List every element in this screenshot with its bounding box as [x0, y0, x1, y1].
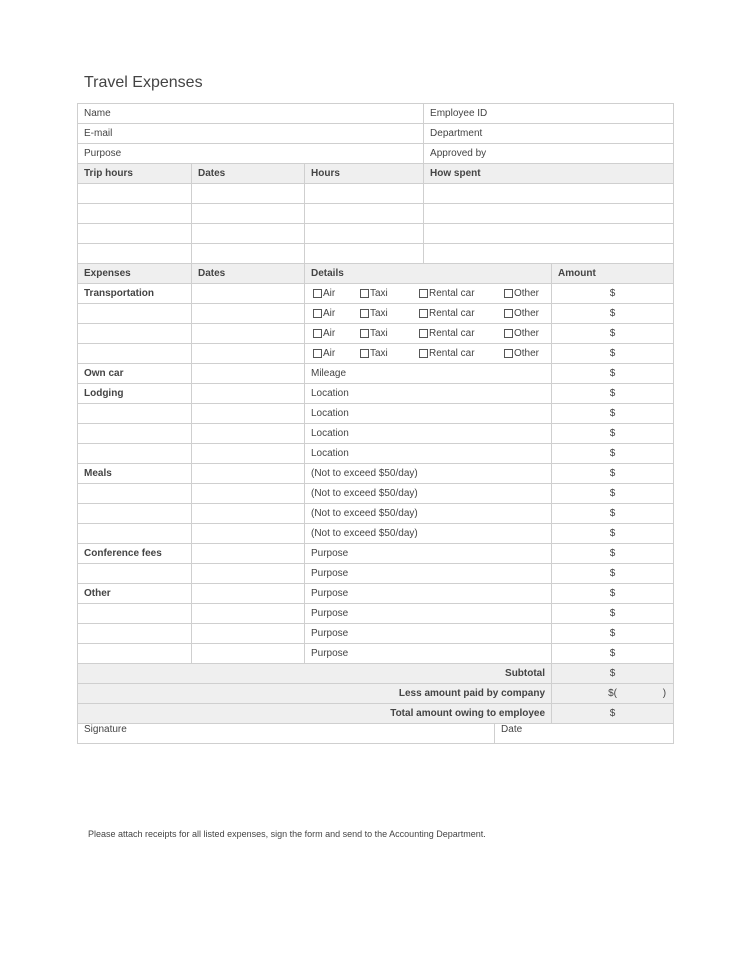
- signature-field[interactable]: Signature: [78, 724, 495, 744]
- purpose-detail-field[interactable]: Purpose: [305, 564, 552, 584]
- lodging-row: [78, 404, 674, 424]
- total-owing-label: Total amount owing to employee: [78, 704, 552, 724]
- how-spent-header: How spent: [424, 164, 674, 184]
- transport-options: [305, 304, 552, 324]
- meals-limit-field[interactable]: (Not to exceed $50/day): [305, 484, 552, 504]
- subtotal-row: [78, 664, 674, 684]
- checkbox-icon[interactable]: [419, 289, 428, 298]
- amount-cell[interactable]: $: [552, 464, 674, 484]
- amount-cell[interactable]: $: [552, 304, 674, 324]
- amount-cell[interactable]: $: [552, 284, 674, 304]
- less-paid-open: $(: [608, 688, 617, 699]
- lodging-row: [78, 384, 674, 404]
- purpose-row: [78, 144, 674, 164]
- amount-cell[interactable]: $: [552, 484, 674, 504]
- purpose-detail-field[interactable]: Purpose: [305, 584, 552, 604]
- expenses-header-row: [78, 264, 674, 284]
- purpose-detail-field[interactable]: Purpose: [305, 644, 552, 664]
- transport-row: [78, 324, 674, 344]
- conference-fees-label: Conference fees: [78, 544, 192, 564]
- option-taxi[interactable]: Taxi: [360, 288, 388, 299]
- checkbox-icon[interactable]: [504, 289, 513, 298]
- checkbox-icon[interactable]: [504, 329, 513, 338]
- approved-by-field[interactable]: Approved by: [424, 144, 674, 164]
- amount-cell[interactable]: $: [552, 644, 674, 664]
- lodging-label: Lodging: [78, 384, 192, 404]
- subtotal-label: Subtotal: [78, 664, 552, 684]
- checkbox-icon[interactable]: [504, 349, 513, 358]
- option-air[interactable]: Air: [313, 348, 335, 359]
- footer-note: Please attach receipts for all listed expenses, sign the form and send to the Accounting Department.: [88, 829, 486, 839]
- amount-cell[interactable]: $: [552, 424, 674, 444]
- less-paid-amount[interactable]: [552, 684, 674, 704]
- transport-options: [305, 324, 552, 344]
- transport-row: [78, 344, 674, 364]
- amount-cell[interactable]: $: [552, 324, 674, 344]
- amount-cell[interactable]: $: [552, 504, 674, 524]
- own-car-row: [78, 364, 674, 384]
- details-header: Details: [305, 264, 552, 284]
- transport-row: [78, 304, 674, 324]
- meals-limit-field[interactable]: (Not to exceed $50/day): [305, 464, 552, 484]
- purpose-detail-field[interactable]: Purpose: [305, 604, 552, 624]
- expense-form-table: [77, 103, 674, 744]
- lodging-row: [78, 444, 674, 464]
- option-taxi[interactable]: Taxi: [360, 308, 388, 319]
- trip-row: [78, 244, 674, 264]
- checkbox-icon[interactable]: [360, 309, 369, 318]
- conference-row: [78, 564, 674, 584]
- signature-row: [78, 724, 674, 744]
- purpose-detail-field[interactable]: Purpose: [305, 624, 552, 644]
- checkbox-icon[interactable]: [360, 289, 369, 298]
- option-other[interactable]: Other: [504, 348, 539, 359]
- trip-row: [78, 204, 674, 224]
- checkbox-icon[interactable]: [313, 289, 322, 298]
- trip-row: [78, 224, 674, 244]
- option-air[interactable]: Air: [313, 328, 335, 339]
- option-taxi[interactable]: Taxi: [360, 328, 388, 339]
- meals-row: [78, 464, 674, 484]
- checkbox-icon[interactable]: [313, 309, 322, 318]
- meals-row: [78, 484, 674, 504]
- option-air[interactable]: Air: [313, 308, 335, 319]
- transport-options: [305, 284, 552, 304]
- name-field[interactable]: Name: [78, 104, 424, 124]
- location-field[interactable]: Location: [305, 404, 552, 424]
- meals-row: [78, 504, 674, 524]
- transport-options: [305, 344, 552, 364]
- page-title: Travel Expenses: [84, 74, 203, 91]
- amount-cell[interactable]: $: [552, 404, 674, 424]
- meals-label: Meals: [78, 464, 192, 484]
- lodging-row: [78, 424, 674, 444]
- amount-cell[interactable]: $: [552, 344, 674, 364]
- option-rental-car[interactable]: Rental car: [419, 308, 475, 319]
- other-row: [78, 644, 674, 664]
- option-other[interactable]: Other: [504, 308, 539, 319]
- transportation-label: Transportation: [78, 284, 192, 304]
- checkbox-icon[interactable]: [419, 309, 428, 318]
- amount-cell[interactable]: $: [552, 524, 674, 544]
- amount-cell[interactable]: $: [552, 584, 674, 604]
- option-taxi[interactable]: Taxi: [360, 348, 388, 359]
- trip-hours-col-header: Hours: [305, 164, 424, 184]
- meals-limit-field[interactable]: (Not to exceed $50/day): [305, 524, 552, 544]
- other-label: Other: [78, 584, 192, 604]
- total-owing-row: [78, 704, 674, 724]
- trip-hours-header: Trip hours: [78, 164, 192, 184]
- amount-cell[interactable]: $: [552, 444, 674, 464]
- other-row: [78, 604, 674, 624]
- amount-cell[interactable]: $: [552, 544, 674, 564]
- expenses-header: Expenses: [78, 264, 192, 284]
- trip-row: [78, 184, 674, 204]
- location-field[interactable]: Location: [305, 444, 552, 464]
- checkbox-icon[interactable]: [313, 329, 322, 338]
- name-row: [78, 104, 674, 124]
- amount-cell[interactable]: $: [552, 564, 674, 584]
- amount-cell[interactable]: $: [552, 604, 674, 624]
- checkbox-icon[interactable]: [360, 349, 369, 358]
- option-rental-car[interactable]: Rental car: [419, 288, 475, 299]
- less-paid-label: Less amount paid by company: [78, 684, 552, 704]
- amount-cell[interactable]: $: [552, 384, 674, 404]
- amount-cell[interactable]: $: [552, 624, 674, 644]
- department-field[interactable]: Department: [424, 124, 674, 144]
- option-other[interactable]: Other: [504, 328, 539, 339]
- less-paid-close: ): [662, 688, 667, 699]
- email-row: [78, 124, 674, 144]
- other-row: [78, 624, 674, 644]
- expenses-dates-header: Dates: [192, 264, 305, 284]
- option-other[interactable]: Other: [504, 288, 539, 299]
- meals-row: [78, 524, 674, 544]
- amount-header: Amount: [552, 264, 674, 284]
- checkbox-icon[interactable]: [419, 349, 428, 358]
- employee-id-field[interactable]: Employee ID: [424, 104, 674, 124]
- conference-row: [78, 544, 674, 564]
- transport-row: [78, 284, 674, 304]
- subtotal-amount[interactable]: $: [552, 664, 674, 684]
- location-field[interactable]: Location: [305, 424, 552, 444]
- purpose-field[interactable]: Purpose: [78, 144, 424, 164]
- option-air[interactable]: Air: [313, 288, 335, 299]
- checkbox-icon[interactable]: [360, 329, 369, 338]
- amount-cell[interactable]: $: [552, 364, 674, 384]
- trip-header-row: [78, 164, 674, 184]
- email-field[interactable]: E-mail: [78, 124, 424, 144]
- own-car-label: Own car: [78, 364, 192, 384]
- date-field[interactable]: Date: [495, 724, 674, 744]
- mileage-field[interactable]: Mileage: [305, 364, 552, 384]
- option-rental-car[interactable]: Rental car: [419, 348, 475, 359]
- other-row: [78, 584, 674, 604]
- checkbox-icon[interactable]: [504, 309, 513, 318]
- trip-dates-header: Dates: [192, 164, 305, 184]
- checkbox-icon[interactable]: [419, 329, 428, 338]
- less-paid-row: [78, 684, 674, 704]
- checkbox-icon[interactable]: [313, 349, 322, 358]
- purpose-detail-field[interactable]: Purpose: [305, 544, 552, 564]
- option-rental-car[interactable]: Rental car: [419, 328, 475, 339]
- meals-limit-field[interactable]: (Not to exceed $50/day): [305, 504, 552, 524]
- total-owing-amount[interactable]: $: [552, 704, 674, 724]
- location-field[interactable]: Location: [305, 384, 552, 404]
